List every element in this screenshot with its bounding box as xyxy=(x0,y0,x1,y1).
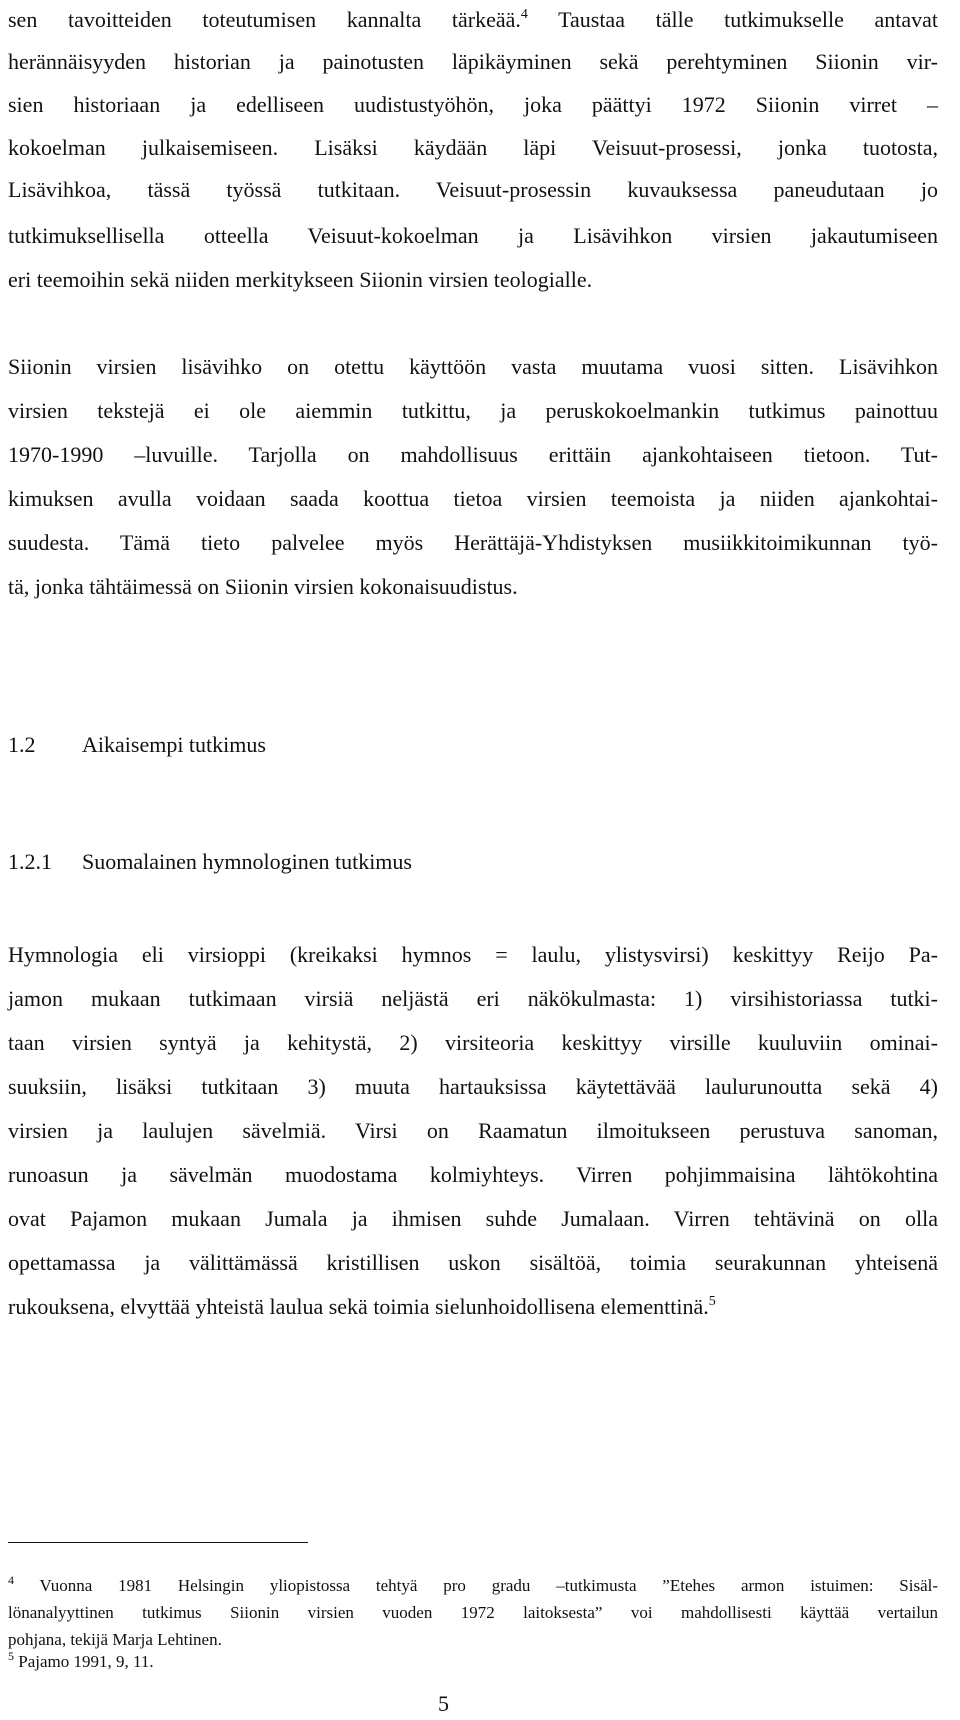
footnote-4-line: lönanalyyttinen tutkimus Siionin virsien vuoden 1972 laitoksesta” voi mahdollisesti käyttää vertailun xyxy=(8,1603,938,1622)
footnote-4-line xyxy=(8,1575,938,1597)
footnote-ref-4: 4 xyxy=(520,7,528,22)
footnote-text: Pajamo 1991, 9, 11. xyxy=(14,1652,154,1671)
text-line xyxy=(8,6,938,34)
footnote-5-line xyxy=(8,1651,154,1673)
text-line: opettamassa ja välittämässä kristillisen uskon sisältöä, toimia seurakunnan yhteisenä xyxy=(8,1250,938,1275)
text-line: sien historiaan ja edelliseen uudistustyöhön, joka päättyi 1972 Siionin virret – xyxy=(8,92,938,117)
text-segment: Taustaa tälle tutkimukselle antavat xyxy=(527,7,938,32)
subsection-number: 1.2.1 xyxy=(8,849,52,874)
text-segment: sen tavoitteiden toteutumisen kannalta tärkeää. xyxy=(8,7,521,32)
text-line: Siionin virsien lisävihko on otettu käyttöön vasta muutama vuosi sitten. Lisävihkon xyxy=(8,354,938,379)
text-line: tutkimuksellisella otteella Veisuut-kokoelman ja Lisävihkon virsien jakautumiseen xyxy=(8,223,938,248)
text-line: virsien ja laulujen sävelmiä. Virsi on Raamatun ilmoitukseen perustuva sanoman, xyxy=(8,1118,938,1143)
text-line: jamon mukaan tutkimaan virsiä neljästä eri näkökulmasta: 1) virsihistoriassa tutki- xyxy=(8,986,938,1011)
text-line: tä, jonka tähtäimessä on Siionin virsien kokonaisuudistus. xyxy=(8,574,518,599)
text-line: kimuksen avulla voidaan saada koottua tietoa virsien teemoista ja niiden ajankohtai- xyxy=(8,486,938,511)
section-title: Aikaisempi tutkimus xyxy=(82,732,266,757)
subsection-title: Suomalainen hymnologinen tutkimus xyxy=(82,849,412,874)
page-number: 5 xyxy=(438,1691,449,1716)
document-page xyxy=(8,0,938,1720)
text-line: suudesta. Tämä tieto palvelee myös Herättäjä-Yhdistyksen musiikkitoimikunnan työ- xyxy=(8,530,938,555)
text-line: Lisävihkoa, tässä työssä tutkitaan. Veisuut-prosessin kuvauksessa paneudutaan jo xyxy=(8,177,938,202)
text-line: 1970-1990 –luvuille. Tarjolla on mahdollisuus erittäin ajankohtaiseen tietoon. Tut- xyxy=(8,442,938,467)
footnote-mark: 5 xyxy=(8,1649,14,1663)
text-line: taan virsien syntyä ja kehitystä, 2) virsiteoria keskittyy virsille kuuluviin ominai- xyxy=(8,1030,938,1055)
footnote-text: Vuonna 1981 Helsingin yliopistossa tehtyä pro gradu –tutkimusta ”Etehes armon istuimen: Sisäl- xyxy=(14,1576,938,1595)
footnote-separator xyxy=(8,1542,308,1543)
text-line: runoasun ja sävelmän muodostama kolmiyhteys. Virren pohjimmaisina lähtökohtina xyxy=(8,1162,938,1187)
text-line: Hymnologia eli virsioppi (kreikaksi hymnos = laulu, ylistysvirsi) keskittyy Reijo Pa- xyxy=(8,942,938,967)
text-segment: rukouksena, elvyttää yhteistä laulua sekä toimia sielunhoidollisena elementtinä. xyxy=(8,1294,709,1319)
text-line: kokoelman julkaisemiseen. Lisäksi käydään läpi Veisuut-prosessi, jonka tuotosta, xyxy=(8,135,938,160)
footnote-ref-5: 5 xyxy=(708,1294,716,1309)
section-number: 1.2 xyxy=(8,732,36,757)
footnote-mark: 4 xyxy=(8,1573,14,1587)
section-heading xyxy=(8,731,266,759)
footnote-4-line: pohjana, tekijä Marja Lehtinen. xyxy=(8,1630,222,1649)
text-line: virsien tekstejä ei ole aiemmin tutkittu, ja peruskokoelmankin tutkimus painottuu xyxy=(8,398,938,423)
text-line: ovat Pajamon mukaan Jumala ja ihmisen suhde Jumalaan. Virren tehtävinä on olla xyxy=(8,1206,938,1231)
text-line: herännäisyyden historian ja painotusten läpikäyminen sekä perehtyminen Siionin vir- xyxy=(8,49,938,74)
subsection-heading xyxy=(8,848,412,876)
text-line: eri teemoihin sekä niiden merkitykseen Siionin virsien teologialle. xyxy=(8,267,593,292)
text-line xyxy=(8,1293,716,1321)
text-line: suuksiin, lisäksi tutkitaan 3) muuta hartauksissa käytettävää laulurunoutta sekä 4) xyxy=(8,1074,938,1099)
